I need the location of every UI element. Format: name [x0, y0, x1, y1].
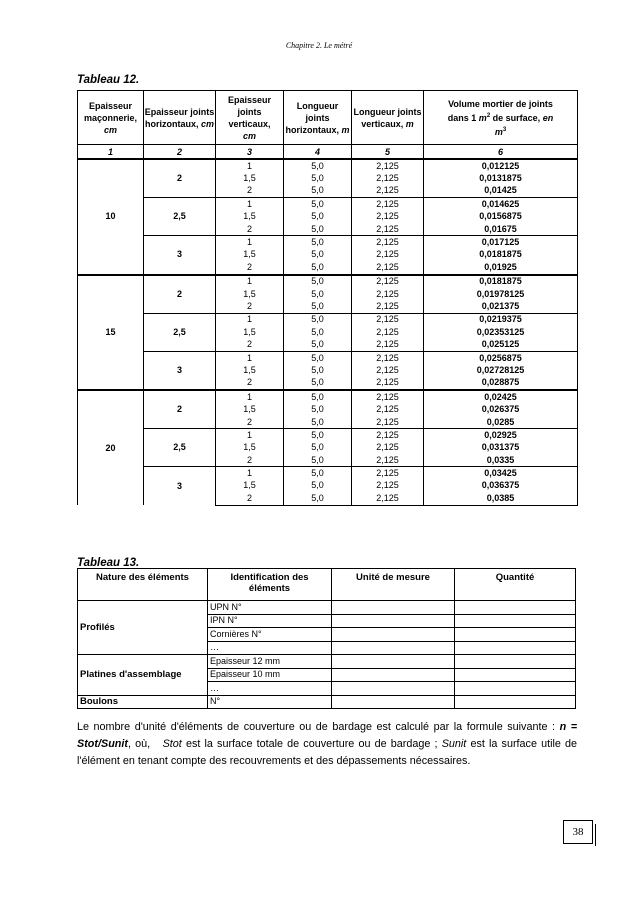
- column-header: Nature des éléments: [78, 569, 208, 601]
- horizontal-joint-thickness: 2: [144, 159, 216, 198]
- mortar-volume: 0,021375: [424, 300, 578, 313]
- mortar-volume: 0,02925: [424, 429, 578, 442]
- unit-cell: [332, 601, 455, 615]
- table-row: [78, 601, 576, 615]
- stot-description: est la surface totale de couverture ou de bardage ;: [185, 738, 438, 750]
- vertical-joint-thickness: 1: [216, 159, 284, 172]
- header-v-length: Longueur joints verticaux, m: [352, 91, 424, 145]
- mortar-volume: 0,0181875: [424, 275, 578, 288]
- vertical-joint-thickness: 2: [216, 338, 284, 351]
- mortar-volume: 0,01675: [424, 223, 578, 236]
- mortar-volume: 0,0156875: [424, 211, 578, 223]
- mortar-volume: 0,026375: [424, 403, 578, 415]
- quantity-cell: [455, 668, 576, 682]
- mortar-volume: 0,0335: [424, 454, 578, 467]
- column-number: 3: [216, 145, 284, 160]
- vertical-joint-length: 2,125: [352, 403, 424, 415]
- vertical-joint-thickness: 2: [216, 223, 284, 236]
- horizontal-joint-length: 5,0: [284, 467, 352, 480]
- stot-symbol: Stot: [162, 738, 182, 750]
- mortar-volume: 0,02425: [424, 390, 578, 403]
- vertical-joint-thickness: 1,5: [216, 364, 284, 376]
- vertical-joint-length: 2,125: [352, 364, 424, 376]
- elements-table: [77, 568, 576, 709]
- table12-header-row: [78, 91, 578, 145]
- horizontal-joint-thickness: 2: [144, 275, 216, 314]
- mortar-volume: 0,012125: [424, 159, 578, 172]
- mortar-volume: 0,0219375: [424, 313, 578, 326]
- quantity-cell: [455, 695, 576, 709]
- horizontal-joint-length: 5,0: [284, 198, 352, 211]
- horizontal-joint-length: 5,0: [284, 275, 352, 288]
- mortar-volume: 0,0256875: [424, 351, 578, 364]
- vertical-joint-length: 2,125: [352, 198, 424, 211]
- table13-header-row: [78, 569, 576, 601]
- horizontal-joint-thickness: 3: [144, 351, 216, 390]
- table-row: [78, 313, 578, 326]
- vertical-joint-thickness: 1,5: [216, 211, 284, 223]
- table13-caption: Tableau 13.: [77, 557, 140, 569]
- mortar-volume: 0,031375: [424, 442, 578, 454]
- horizontal-joint-thickness: 2: [144, 390, 216, 429]
- vertical-joint-length: 2,125: [352, 454, 424, 467]
- horizontal-joint-length: 5,0: [284, 249, 352, 261]
- horizontal-joint-length: 5,0: [284, 492, 352, 505]
- horizontal-joint-length: 5,0: [284, 211, 352, 223]
- vertical-joint-thickness: 1: [216, 429, 284, 442]
- element-identification: Epaisseur 10 mm: [208, 668, 332, 682]
- mortar-volume: 0,01978125: [424, 288, 578, 300]
- vertical-joint-length: 2,125: [352, 223, 424, 236]
- horizontal-joint-length: 5,0: [284, 326, 352, 338]
- vertical-joint-length: 2,125: [352, 480, 424, 492]
- column-number: 4: [284, 145, 352, 160]
- vertical-joint-thickness: 1,5: [216, 172, 284, 184]
- paragraph-mid: , où,: [127, 738, 151, 750]
- element-identification: Epaisseur 12 mm: [208, 655, 332, 669]
- element-identification: …: [208, 682, 332, 696]
- formula-paragraph: [77, 719, 577, 770]
- horizontal-joint-length: 5,0: [284, 377, 352, 390]
- vertical-joint-thickness: 1,5: [216, 403, 284, 415]
- vertical-joint-thickness: 1: [216, 313, 284, 326]
- horizontal-joint-length: 5,0: [284, 313, 352, 326]
- vertical-joint-length: 2,125: [352, 326, 424, 338]
- unit-cell: [332, 641, 455, 655]
- table-row: [78, 695, 576, 709]
- vertical-joint-thickness: 1,5: [216, 288, 284, 300]
- vertical-joint-thickness: 1: [216, 198, 284, 211]
- vertical-joint-thickness: 1,5: [216, 442, 284, 454]
- mortar-volume: 0,014625: [424, 198, 578, 211]
- element-nature: Profilés: [78, 601, 208, 655]
- table-row: [78, 390, 578, 403]
- vertical-joint-length: 2,125: [352, 338, 424, 351]
- table-row: [78, 198, 578, 211]
- mortar-volume: 0,0181875: [424, 249, 578, 261]
- vertical-joint-thickness: 2: [216, 416, 284, 429]
- vertical-joint-length: 2,125: [352, 249, 424, 261]
- vertical-joint-length: 2,125: [352, 429, 424, 442]
- masonry-thickness: 20: [78, 390, 144, 505]
- horizontal-joint-thickness: 2,5: [144, 198, 216, 236]
- mortar-volume: 0,017125: [424, 236, 578, 249]
- vertical-joint-thickness: 2: [216, 300, 284, 313]
- horizontal-joint-length: 5,0: [284, 403, 352, 415]
- vertical-joint-thickness: 2: [216, 261, 284, 274]
- vertical-joint-length: 2,125: [352, 467, 424, 480]
- mortar-volume: 0,03425: [424, 467, 578, 480]
- table-row: [78, 159, 578, 172]
- element-identification: …: [208, 641, 332, 655]
- mortar-volume: 0,0385: [424, 492, 578, 505]
- horizontal-joint-length: 5,0: [284, 454, 352, 467]
- column-number-row: [78, 145, 578, 160]
- table-row: [78, 467, 578, 480]
- element-identification: IPN N°: [208, 614, 332, 628]
- table-row: [78, 275, 578, 288]
- vertical-joint-length: 2,125: [352, 261, 424, 274]
- mortar-volume: 0,02353125: [424, 326, 578, 338]
- vertical-joint-thickness: 1,5: [216, 480, 284, 492]
- column-header: Identification des éléments: [208, 569, 332, 601]
- column-number: 1: [78, 145, 144, 160]
- vertical-joint-length: 2,125: [352, 492, 424, 505]
- vertical-joint-thickness: 2: [216, 454, 284, 467]
- vertical-joint-length: 2,125: [352, 159, 424, 172]
- vertical-joint-length: 2,125: [352, 236, 424, 249]
- element-nature: Platines d'assemblage: [78, 655, 208, 696]
- horizontal-joint-length: 5,0: [284, 429, 352, 442]
- vertical-joint-thickness: 1: [216, 390, 284, 403]
- vertical-joint-length: 2,125: [352, 390, 424, 403]
- vertical-joint-length: 2,125: [352, 442, 424, 454]
- vertical-joint-length: 2,125: [352, 275, 424, 288]
- header-h-length: Longueur joints horizontaux, m: [284, 91, 352, 145]
- vertical-joint-thickness: 1,5: [216, 249, 284, 261]
- horizontal-joint-length: 5,0: [284, 300, 352, 313]
- element-identification: Cornières N°: [208, 628, 332, 642]
- horizontal-joint-length: 5,0: [284, 288, 352, 300]
- quantity-cell: [455, 682, 576, 696]
- horizontal-joint-length: 5,0: [284, 390, 352, 403]
- mortar-volume-table: [77, 90, 578, 506]
- table-row: [78, 429, 578, 442]
- unit-cell: [332, 682, 455, 696]
- column-header: Quantité: [455, 569, 576, 601]
- horizontal-joint-length: 5,0: [284, 261, 352, 274]
- quantity-cell: [455, 655, 576, 669]
- header-masonry: Epaisseur maçonnerie, cm: [78, 91, 144, 145]
- vertical-joint-length: 2,125: [352, 416, 424, 429]
- vertical-joint-thickness: 1,5: [216, 326, 284, 338]
- formula: n = Stot/Sunit: [77, 721, 578, 750]
- column-header: Unité de mesure: [332, 569, 455, 601]
- mortar-volume: 0,028875: [424, 377, 578, 390]
- vertical-joint-thickness: 2: [216, 492, 284, 505]
- header-h-joint: Epaisseur joints horizontaux, cm: [144, 91, 216, 145]
- column-number: 6: [424, 145, 578, 160]
- mortar-volume: 0,02728125: [424, 364, 578, 376]
- horizontal-joint-length: 5,0: [284, 159, 352, 172]
- unit-cell: [332, 668, 455, 682]
- masonry-thickness: 10: [78, 159, 144, 275]
- mortar-volume: 0,025125: [424, 338, 578, 351]
- vertical-joint-length: 2,125: [352, 288, 424, 300]
- horizontal-joint-thickness: 3: [144, 236, 216, 275]
- vertical-joint-thickness: 1: [216, 275, 284, 288]
- horizontal-joint-length: 5,0: [284, 338, 352, 351]
- quantity-cell: [455, 628, 576, 642]
- sunit-description: est la surface utile de l'élément en tenant compte des recouvrements et des dépassements nécessaires.: [77, 738, 578, 767]
- table-row: [78, 236, 578, 249]
- vertical-joint-length: 2,125: [352, 351, 424, 364]
- table-row: [78, 655, 576, 669]
- mortar-volume: 0,036375: [424, 480, 578, 492]
- mortar-volume: 0,01425: [424, 185, 578, 198]
- horizontal-joint-length: 5,0: [284, 416, 352, 429]
- quantity-cell: [455, 641, 576, 655]
- vertical-joint-length: 2,125: [352, 300, 424, 313]
- unit-cell: [332, 655, 455, 669]
- horizontal-joint-length: 5,0: [284, 223, 352, 236]
- table13-body: [78, 601, 576, 709]
- horizontal-joint-length: 5,0: [284, 351, 352, 364]
- element-nature: Boulons: [78, 695, 208, 709]
- vertical-joint-thickness: 1: [216, 351, 284, 364]
- vertical-joint-length: 2,125: [352, 211, 424, 223]
- vertical-joint-thickness: 2: [216, 377, 284, 390]
- horizontal-joint-length: 5,0: [284, 442, 352, 454]
- horizontal-joint-length: 5,0: [284, 236, 352, 249]
- unit-cell: [332, 695, 455, 709]
- quantity-cell: [455, 614, 576, 628]
- page-number: 38: [563, 820, 593, 844]
- table-row: [78, 351, 578, 364]
- horizontal-joint-thickness: 3: [144, 467, 216, 505]
- vertical-joint-length: 2,125: [352, 377, 424, 390]
- element-identification: N°: [208, 695, 332, 709]
- vertical-joint-length: 2,125: [352, 185, 424, 198]
- table12-body: [78, 159, 578, 505]
- column-number: 5: [352, 145, 424, 160]
- vertical-joint-thickness: 2: [216, 185, 284, 198]
- unit-cell: [332, 614, 455, 628]
- horizontal-joint-length: 5,0: [284, 185, 352, 198]
- element-identification: UPN N°: [208, 601, 332, 615]
- horizontal-joint-length: 5,0: [284, 364, 352, 376]
- vertical-joint-length: 2,125: [352, 313, 424, 326]
- table12-caption: Tableau 12.: [77, 74, 140, 86]
- column-number: 2: [144, 145, 216, 160]
- horizontal-joint-thickness: 2,5: [144, 313, 216, 351]
- horizontal-joint-length: 5,0: [284, 480, 352, 492]
- horizontal-joint-thickness: 2,5: [144, 429, 216, 467]
- unit-cell: [332, 628, 455, 642]
- masonry-thickness: 15: [78, 275, 144, 391]
- vertical-joint-length: 2,125: [352, 172, 424, 184]
- running-header: Chapitre 2. Le métré: [285, 41, 353, 50]
- horizontal-joint-length: 5,0: [284, 172, 352, 184]
- sunit-symbol: Sunit: [441, 738, 467, 750]
- mortar-volume: 0,0131875: [424, 172, 578, 184]
- vertical-joint-thickness: 1: [216, 236, 284, 249]
- mortar-volume: 0,01925: [424, 261, 578, 274]
- mortar-volume: 0,0285: [424, 416, 578, 429]
- vertical-joint-thickness: 1: [216, 467, 284, 480]
- header-volume: Volume mortier de joints dans 1 $m^2$ de surface, en $m^3$: [424, 91, 578, 145]
- header-v-joint: Epaisseur joints verticaux, cm: [216, 91, 284, 145]
- quantity-cell: [455, 601, 576, 615]
- paragraph-line1: Le nombre d'unité d'éléments de couverture ou de bardage est calculé par la formule suivante :: [77, 721, 556, 733]
